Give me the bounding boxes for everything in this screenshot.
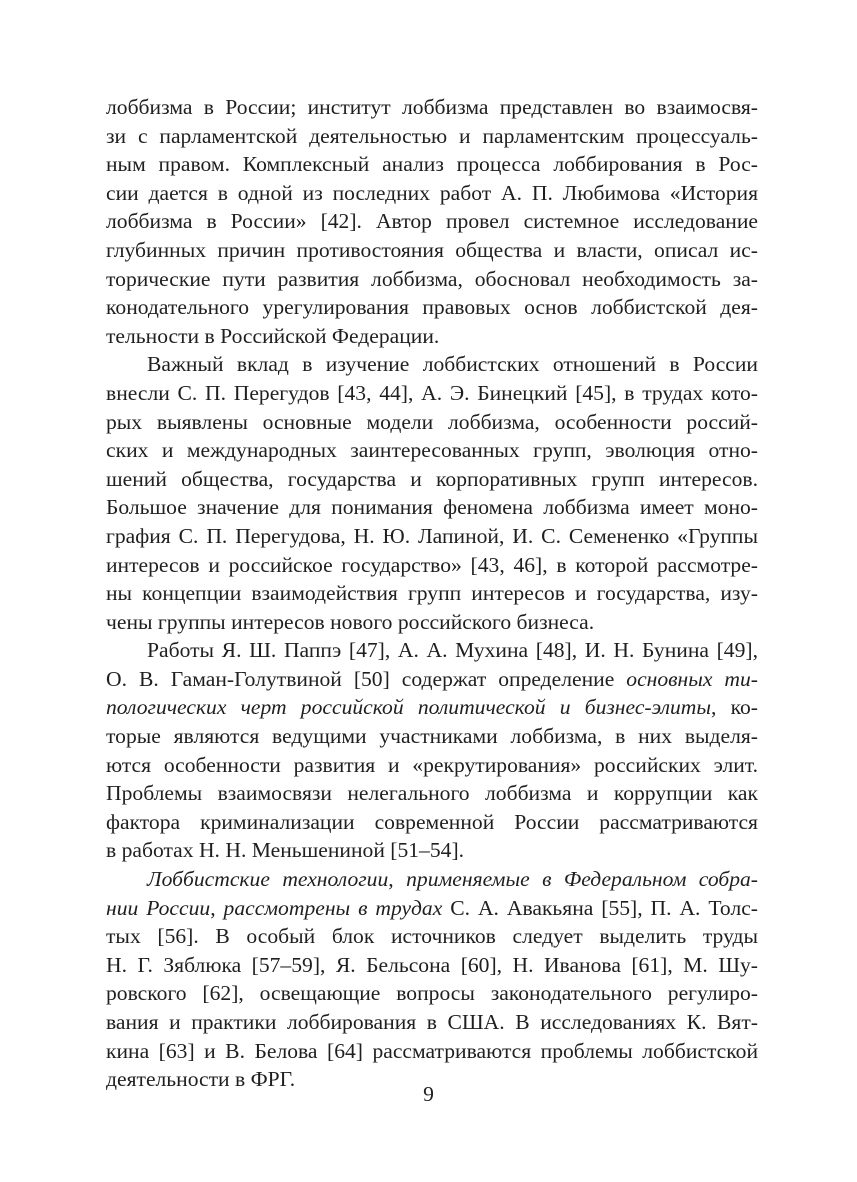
text-line bbox=[106, 551, 758, 580]
text-run: лоббизма в России» [42]. Автор провел системное исследование bbox=[106, 209, 758, 234]
text-run: глубинных причин противостояния общества и власти, описал ис- bbox=[106, 237, 758, 262]
text-run: внесли С. П. Перегудов [43, 44], А. Э. Бинецкий [45], в трудах кото- bbox=[106, 380, 758, 405]
page-number: 9 bbox=[423, 1082, 434, 1106]
text-line bbox=[106, 865, 758, 894]
text-line bbox=[106, 608, 758, 637]
text-run: зи с парламентской деятельностью и парламентским процессуаль- bbox=[106, 123, 758, 148]
text-run: , bbox=[388, 867, 407, 892]
italic-text: Лоббистские технологии bbox=[147, 867, 389, 892]
text-run: Большое значение для понимания феномена лоббизма имеет моно- bbox=[106, 495, 758, 520]
text-line bbox=[106, 808, 758, 837]
text-line bbox=[106, 350, 758, 379]
text-line bbox=[106, 894, 758, 923]
text-line bbox=[106, 436, 758, 465]
text-run: графия С. П. Перегудова, Н. Ю. Лапиной, И. С. Семененко «Группы bbox=[106, 523, 758, 548]
text-line bbox=[106, 579, 758, 608]
text-run: ских и международных заинтересованных групп, эволюция отно- bbox=[106, 438, 758, 463]
text-line bbox=[106, 836, 758, 865]
text-run: ным правом. Комплексный анализ процесса лоббирования в Рос- bbox=[106, 152, 758, 177]
text-line bbox=[106, 93, 758, 122]
text-line bbox=[106, 722, 758, 751]
text-line bbox=[106, 951, 758, 980]
text-run: в работах Н. Н. Меньшениной [51–54]. bbox=[106, 838, 465, 863]
text-run: фактора криминализации современной России рассматриваются bbox=[106, 809, 758, 834]
text-run: Проблемы взаимосвязи нелегального лоббизма и коррупции как bbox=[106, 781, 758, 806]
text-run: чены группы интересов нового российского бизнеса. bbox=[106, 609, 595, 634]
italic-text: нии России bbox=[106, 895, 211, 920]
text-line bbox=[106, 293, 758, 322]
text-run: С. А. Авакьяна [55], П. А. Толс- bbox=[442, 895, 758, 920]
text-run: конодательного урегулирования правовых основ лоббистской дея- bbox=[106, 295, 758, 320]
text-line bbox=[106, 1037, 758, 1066]
text-run: ны концепции взаимодействия групп интересов и государства, изу- bbox=[106, 581, 758, 606]
text-run: сии дается в одной из последних работ А. П. Любимова «История bbox=[106, 180, 758, 205]
text-run: торые являются ведущими участниками лоббизма, в них выделя- bbox=[106, 724, 758, 749]
text-line bbox=[106, 265, 758, 294]
text-run: Важный вклад в изучение лоббистских отношений в России bbox=[147, 352, 758, 377]
italic-text: применяемые в Федеральном собра- bbox=[406, 867, 758, 892]
text-run: Работы Я. Ш. Паппэ [47], А. А. Мухина [48], И. Н. Бунина [49], bbox=[147, 638, 758, 663]
text-line bbox=[106, 379, 758, 408]
text-line bbox=[106, 522, 758, 551]
text-line bbox=[106, 665, 758, 694]
paragraph-1 bbox=[106, 93, 758, 350]
text-line bbox=[106, 922, 758, 951]
text-line bbox=[106, 1008, 758, 1037]
paragraph-3 bbox=[106, 636, 758, 865]
text-run: Н. Г. Зяблюка [57–59], Я. Бельсона [60], Н. Иванова [61], М. Шу- bbox=[106, 952, 758, 977]
text-run: тельности в Российской Федерации. bbox=[106, 323, 440, 348]
text-run: , ко- bbox=[711, 695, 758, 720]
text-line bbox=[106, 979, 758, 1008]
text-run: , bbox=[210, 895, 224, 920]
text-line bbox=[106, 179, 758, 208]
text-line bbox=[106, 207, 758, 236]
text-line bbox=[106, 751, 758, 780]
text-line bbox=[106, 465, 758, 494]
text-run: интересов и российское государство» [43, 46], в которой рассмотре- bbox=[106, 552, 758, 577]
text-run: деятельности в ФРГ. bbox=[106, 1067, 296, 1092]
text-run: ровского [62], освещающие вопросы законодательного регулиро- bbox=[106, 981, 758, 1006]
text-line bbox=[106, 236, 758, 265]
text-run: лоббизма в России; институт лоббизма представлен во взаимосвя- bbox=[106, 95, 758, 119]
text-line bbox=[106, 322, 758, 351]
italic-text: рассмотрены в трудах bbox=[223, 895, 443, 920]
text-run: ются особенности развития и «рекрутирования» российских элит. bbox=[106, 752, 758, 777]
text-line bbox=[106, 122, 758, 151]
text-run: вания и практики лоббирования в США. В исследованиях К. Вят- bbox=[106, 1010, 758, 1034]
text-run: рых выявлены основные модели лоббизма, особенности россий- bbox=[106, 409, 758, 434]
text-line bbox=[106, 493, 758, 522]
text-run: шений общества, государства и корпоративных групп интересов. bbox=[106, 466, 758, 491]
text-line bbox=[106, 693, 758, 722]
text-line bbox=[106, 779, 758, 808]
paragraph-4 bbox=[106, 865, 758, 1094]
text-line bbox=[106, 636, 758, 665]
text-run: кина [63] и В. Белова [64] рассматриваются проблемы лоббистской bbox=[106, 1038, 758, 1063]
text-run: торические пути развития лоббизма, обосновал необходимость за- bbox=[106, 266, 758, 291]
text-line bbox=[106, 150, 758, 179]
text-run: тых [56]. В особый блок источников следует выделить труды bbox=[106, 924, 758, 949]
text-run: О. В. Гаман-Голутвиной [50] содержат определение bbox=[106, 666, 627, 691]
italic-text: пологических черт российской политической и бизнес-элиты bbox=[106, 695, 712, 720]
italic-text: основных ти- bbox=[626, 666, 758, 691]
paragraph-2 bbox=[106, 350, 758, 636]
page-body bbox=[106, 93, 758, 1094]
text-line bbox=[106, 408, 758, 437]
